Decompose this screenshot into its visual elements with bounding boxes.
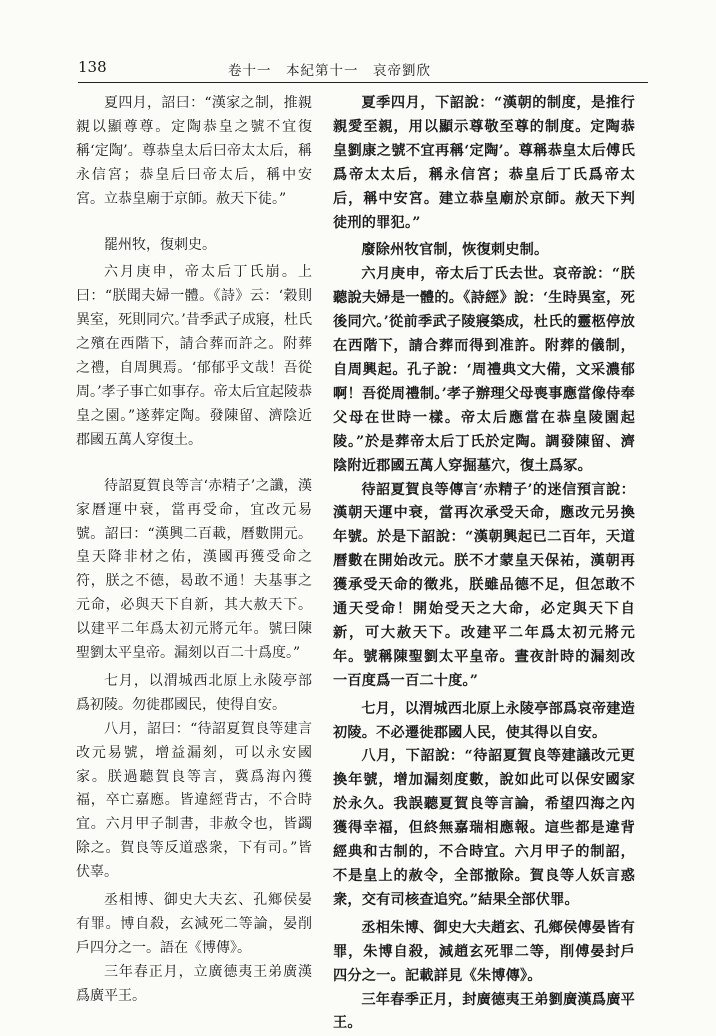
paragraph: 七月，以渭城西北原上永陵亭部爲哀帝建造初陵。不必遷徙郡國人民，使其得以自安。 bbox=[333, 700, 635, 741]
paragraph: 丞相博、御史大夫玄、孔鄉侯晏有罪。博自殺，玄減死二等論，晏削戶四分之一。語在《博傳》。 bbox=[76, 892, 312, 956]
paragraph: 六月庚申，帝太后丁氏去世。哀帝說：“朕聽說夫婦是一體的。《詩經》說：‘生時異室，死後同穴。’從前季武子陵寢築成，杜氏的靈柩停放在西階下，請合葬而得到准許。附葬的儀制，自周興起。孔子說：‘周禮典文大備，文采濃郁啊！吾從周禮制。’孝子辦理父母喪事應當像侍奉父母在世時一樣。帝太后應當在恭皇陵園起陵。”於是葬帝太后丁氏於定陶。調發陳留、濟陰附近郡國五萬人穿掘墓穴，復土爲冢。 bbox=[333, 266, 635, 474]
paragraph: 八月，下詔說：“待詔夏賀良等建議改元更換年號，增加漏刻度數，說如此可以保安國家於永久。我誤聽夏賀良等言論，希望四海之內獲得幸福，但終無嘉瑞相應報。這些都是違背經典和古制的，不合時宜。六月甲子的制詔，不是皇上的赦令，全部撤除。賀良等人妖言惑衆，交有司核查追究。”結果全部伏罪。 bbox=[333, 748, 635, 908]
paragraph: 八月，詔曰：“待詔夏賀良等建言改元易號，增益漏刻，可以永安國家。朕過聽賀良等言，冀爲海內獲福，卒亡嘉應。皆違經背古，不合時宜。六月甲子制書，非赦令也，皆蠲除之。賀良等反道惑衆，下有司。”皆伏辜。 bbox=[76, 720, 312, 881]
paragraph: 六月庚申，帝太后丁氏崩。上曰：“朕聞夫婦一體。《詩》云：‘穀則異室，死則同穴。’昔季武子成寢，杜氏之殯在西階下，請合葬而許之。附葬之禮，自周興焉。‘郁郁乎文哉！吾從周。’孝子事亡如事存。帝太后宜起陵恭皇之園。”遂葬定陶。發陳留、濟陰近郡國五萬人穿復土。 bbox=[76, 264, 312, 448]
page-number: 138 bbox=[78, 58, 107, 76]
paragraph: 廢除州牧官制，恢復刺史制。 bbox=[361, 242, 549, 259]
paragraph: 夏季四月，下詔說：“漢朝的制度，是推行親愛至親，用以顯示尊敬至尊的制度。定陶恭皇劉康之號不宜再稱‘定陶’。尊稱恭皇太后傅氏爲帝太太后，稱永信宮；恭皇后丁氏爲帝太后，稱中安宮。建立恭皇廟於京師。赦天下判徒刑的罪犯。” bbox=[333, 95, 635, 231]
paragraph: 三年春正月，立廣德夷王弟廣漢爲廣平王。 bbox=[76, 963, 312, 1004]
paragraph: 七月，以渭城西北原上永陵亭部爲初陵。勿徙郡國民，使得自安。 bbox=[76, 672, 312, 713]
running-head: 卷十一 本紀第十一 哀帝劉欣 bbox=[228, 63, 431, 79]
paragraph: 三年春季正月，封廣德夷王弟劉廣漢爲廣平王。 bbox=[333, 991, 635, 1032]
classical-text-column bbox=[76, 92, 312, 1009]
paragraph: 罷州牧，復刺史。 bbox=[104, 236, 216, 253]
translation-text-column bbox=[333, 92, 635, 1036]
page-header bbox=[78, 56, 648, 83]
paragraph: 夏四月，詔曰：“漢家之制，推親親以顯尊尊。定陶恭皇之號不宜復稱‘定陶’。尊恭皇太后曰帝太太后，稱永信宮；恭皇后曰帝太后，稱中安宮。立恭皇廟于京師。赦天下徒。” bbox=[76, 95, 312, 207]
paragraph: 待詔夏賀良等言‘赤精子’之讖，漢家曆運中衰，當再受命，宜改元易號。詔曰：“漢興二百載，曆數開元。皇天降非材之佑，漢國再獲受命之符，朕之不德，曷敢不通！夫基事之元命，必與天下自新，其大赦天下。以建平二年爲太初元將元年。號曰陳聖劉太平皇帝。漏刻以百二十爲度。” bbox=[76, 477, 312, 662]
paragraph: 待詔夏賀良等傳言‘赤精子’的迷信預言說：漢朝天運中衰，當再次承受天命，應改元另換年號。於是下詔說：“漢朝興起已二百年，天道曆數在開始改元。朕不才蒙皇天保祐，漢朝再獲承受天命的徵兆，朕雖品德不足，但怎敢不通天受命！開始受天之大命，必定與天下自新，可大赦天下。改建平二年爲太初元將元年。號稱陳聖劉太平皇帝。晝夜計時的漏刻改一百度爲一百二十度。” bbox=[333, 481, 635, 689]
paragraph: 丞相朱博、御史大夫趙玄、孔鄉侯傅晏皆有罪，朱博自殺，減趙玄死罪二等，削傅晏封戶四分之一。記載詳見《朱博傳》。 bbox=[333, 919, 635, 984]
